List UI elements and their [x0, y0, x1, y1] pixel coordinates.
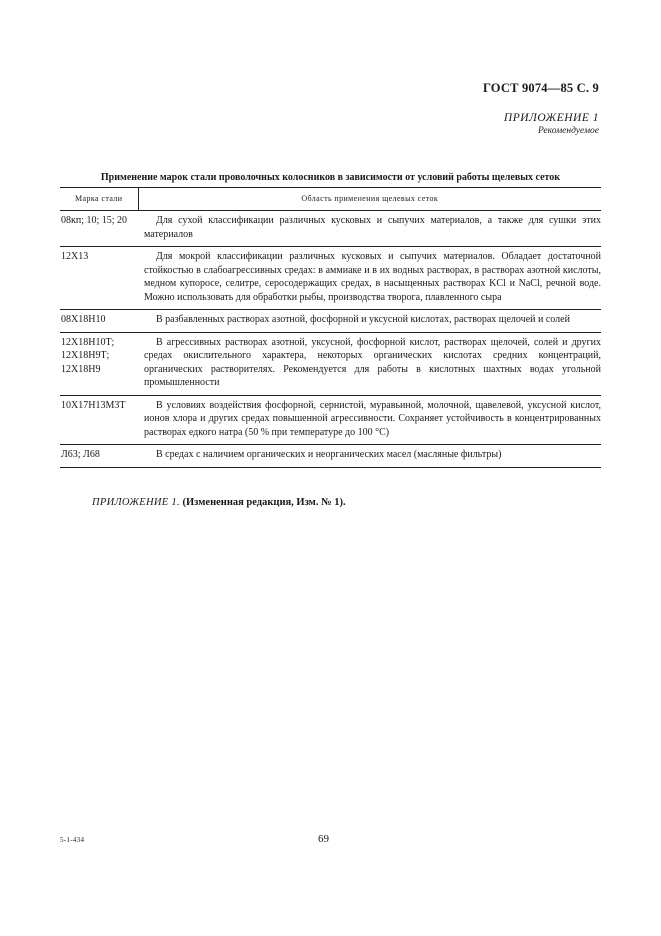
steel-grade-cell	[60, 247, 138, 310]
steel-grade: 12Х18Н10Т;	[61, 336, 115, 348]
appendix-title: ПРИЛОЖЕНИЕ 1	[503, 112, 599, 124]
steel-grade: 08кп; 10; 15; 20	[61, 215, 128, 226]
table-row	[60, 332, 601, 395]
note-appendix-ref: ПРИЛОЖЕНИЕ 1.	[92, 497, 180, 508]
document-header: ГОСТ 9074—85 С. 9	[482, 81, 599, 95]
table-row	[60, 310, 601, 333]
table-title: Применение марок стали проволочных колосников в зависимости от условий работы щелевых сеток	[100, 172, 561, 183]
application-cell: В разбавленных растворах азотной, фосфорной и уксусной кислотах, растворах щелочей и солей	[138, 310, 601, 333]
table-row	[60, 211, 601, 247]
table-row	[60, 247, 601, 310]
application-cell: В средах с наличием органических и неорганических масел (масляные фильтры)	[138, 445, 601, 468]
steel-grade: 10Х17Н13М3Т	[61, 399, 126, 411]
page-number: 69	[318, 833, 329, 845]
note-text: (Измененная редакция, Изм. № 1).	[179, 497, 346, 508]
steel-grade: 12Х13	[61, 251, 89, 262]
steel-grades-table	[60, 187, 601, 468]
steel-grade: 08Х18Н10	[61, 314, 106, 325]
steel-grade: 12Х18Н9	[61, 363, 101, 375]
print-code: 5-1-434	[60, 836, 85, 844]
application-cell: Для мокрой классификации различных кусковых и сыпучих материалов. Обладает достаточной стойкостью в слабоагрессивных средах: в аммиаке и в их водных растворах, в растворах азотной кислоты, медном купоросе, селитре, серосодержащих средах, в насыщенных растворах KCl и NaCl, речной воде. Можно использовать для обработки рыбы, производства творога, плавленного сыра	[138, 247, 601, 310]
steel-grade-cell	[60, 445, 138, 468]
steel-grade: 12Х18Н9Т;	[61, 350, 110, 361]
appendix-status: Рекомендуемое	[537, 126, 599, 136]
table-row	[60, 445, 601, 468]
steel-grade: Л63; Л68	[61, 449, 100, 460]
application-cell: В агрессивных растворах азотной, уксусной, фосфорной кислот, растворах щелочей, солей и других средах окислительного характера, некоторых органических кислотах средних концентраций, органических растворителях. Рекомендуется для работы в кислотных шахтных водах угольной промышленности	[138, 332, 601, 395]
revision-note	[92, 497, 346, 508]
steel-grade-cell	[60, 211, 138, 247]
column-header-application: Область применения щелевых сеток	[138, 188, 601, 211]
column-header-steel: Марка стали	[60, 188, 138, 211]
table-header-row	[60, 188, 601, 211]
application-cell: Для сухой классификации различных кусковых и сыпучих материалов, а также для сушки этих материалов	[138, 211, 601, 247]
steel-grade-cell	[60, 310, 138, 333]
steel-grade-cell	[60, 395, 138, 445]
application-cell: В условиях воздействия фосфорной, сернистой, муравьиной, молочной, щавелевой, уксусной кислот, ионов хлора и других средах повышенной агрессивности. Сохраняет устойчивость в концентрированных растворах едкого натра (50 % при температуре до 100 °С)	[138, 395, 601, 445]
steel-grade-cell	[60, 332, 138, 395]
table-row	[60, 395, 601, 445]
